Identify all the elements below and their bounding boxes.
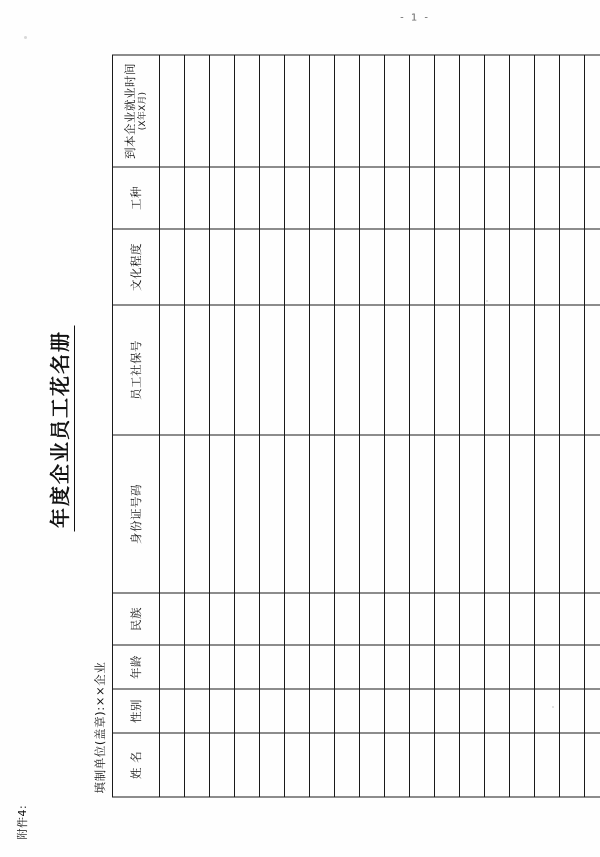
table-header-row xyxy=(113,55,160,797)
table-row xyxy=(235,55,260,797)
table-cell[interactable] xyxy=(510,733,535,797)
table-cell[interactable] xyxy=(335,55,360,167)
table-cell[interactable] xyxy=(560,435,585,593)
table-cell[interactable] xyxy=(360,733,385,797)
table-cell[interactable] xyxy=(510,229,535,305)
column-header-3 xyxy=(113,645,160,689)
table-cell[interactable] xyxy=(310,733,335,797)
table-cell[interactable] xyxy=(285,689,310,733)
table-cell[interactable] xyxy=(310,305,335,435)
table-cell[interactable] xyxy=(185,733,210,797)
table-cell[interactable] xyxy=(335,435,360,593)
table-cell[interactable] xyxy=(160,305,185,435)
table-cell[interactable] xyxy=(285,645,310,689)
table-cell[interactable] xyxy=(185,229,210,305)
table-row xyxy=(160,55,185,797)
table-cell[interactable] xyxy=(260,733,285,797)
table-cell[interactable] xyxy=(360,167,385,229)
table-cell[interactable] xyxy=(285,733,310,797)
table-cell[interactable] xyxy=(535,167,560,229)
table-cell[interactable] xyxy=(210,435,235,593)
table-cell[interactable] xyxy=(360,435,385,593)
column-header-label: 员工社保号 xyxy=(128,339,143,400)
table-cell[interactable] xyxy=(260,55,285,167)
column-header-8 xyxy=(113,167,160,229)
table-cell[interactable] xyxy=(160,689,185,733)
table-row xyxy=(210,55,235,797)
table-cell[interactable] xyxy=(235,733,260,797)
table-row xyxy=(185,55,210,797)
table-cell[interactable] xyxy=(485,55,510,167)
table-cell[interactable] xyxy=(260,305,285,435)
table-row xyxy=(285,55,310,797)
table-cell[interactable] xyxy=(560,305,585,435)
table-cell[interactable] xyxy=(185,435,210,593)
table-cell[interactable] xyxy=(235,167,260,229)
table-row xyxy=(585,55,600,797)
table-cell[interactable] xyxy=(335,305,360,435)
table-cell[interactable] xyxy=(160,229,185,305)
table-cell[interactable] xyxy=(510,689,535,733)
table-cell[interactable] xyxy=(535,435,560,593)
table-cell[interactable] xyxy=(535,55,560,167)
table-cell[interactable] xyxy=(435,593,460,645)
table-cell[interactable] xyxy=(485,435,510,593)
table-cell[interactable] xyxy=(485,733,510,797)
table-cell[interactable] xyxy=(460,305,485,435)
table-cell[interactable] xyxy=(335,645,360,689)
table-cell[interactable] xyxy=(210,593,235,645)
table-cell[interactable] xyxy=(335,733,360,797)
table-cell[interactable] xyxy=(285,305,310,435)
column-header-1 xyxy=(113,733,160,797)
table-cell[interactable] xyxy=(235,593,260,645)
table-cell[interactable] xyxy=(435,305,460,435)
table-cell[interactable] xyxy=(385,645,410,689)
table-cell[interactable] xyxy=(210,229,235,305)
table-cell[interactable] xyxy=(535,645,560,689)
column-header-label: 文化程度 xyxy=(128,242,143,291)
column-header-4 xyxy=(113,593,160,645)
table-cell[interactable] xyxy=(210,167,235,229)
table-cell[interactable] xyxy=(385,305,410,435)
table-cell[interactable] xyxy=(310,689,335,733)
table-row xyxy=(385,55,410,797)
table-cell[interactable] xyxy=(360,55,385,167)
table-cell[interactable] xyxy=(560,733,585,797)
table-row xyxy=(260,55,285,797)
table-cell[interactable] xyxy=(160,645,185,689)
table-cell[interactable] xyxy=(585,645,600,689)
table-cell[interactable] xyxy=(310,55,335,167)
table-row xyxy=(310,55,335,797)
table-cell[interactable] xyxy=(160,435,185,593)
table-cell[interactable] xyxy=(435,645,460,689)
table-cell[interactable] xyxy=(460,645,485,689)
table-cell[interactable] xyxy=(435,689,460,733)
column-header-label: 姓 名 xyxy=(128,750,143,779)
table-cell[interactable] xyxy=(560,229,585,305)
table-cell[interactable] xyxy=(235,689,260,733)
table-cell[interactable] xyxy=(260,167,285,229)
table-cell[interactable] xyxy=(460,733,485,797)
column-header-9 xyxy=(113,55,160,167)
table-cell[interactable] xyxy=(185,305,210,435)
table-cell[interactable] xyxy=(410,689,435,733)
table-cell[interactable] xyxy=(410,645,435,689)
table-cell[interactable] xyxy=(285,435,310,593)
table-row xyxy=(460,55,485,797)
page-number-marks: - 1 - xyxy=(400,12,430,23)
table-cell[interactable] xyxy=(185,689,210,733)
table-cell[interactable] xyxy=(385,733,410,797)
column-header-label: 年龄 xyxy=(128,654,143,679)
table-cell[interactable] xyxy=(510,305,535,435)
table-cell[interactable] xyxy=(260,435,285,593)
table-cell[interactable] xyxy=(410,593,435,645)
table-cell[interactable] xyxy=(435,55,460,167)
table-cell[interactable] xyxy=(535,593,560,645)
table-cell[interactable] xyxy=(535,733,560,797)
table-cell[interactable] xyxy=(510,167,535,229)
employee-roster-table xyxy=(112,54,600,797)
table-row xyxy=(560,55,585,797)
table-cell[interactable] xyxy=(310,435,335,593)
table-cell[interactable] xyxy=(560,689,585,733)
table-cell[interactable] xyxy=(460,689,485,733)
table-cell[interactable] xyxy=(410,229,435,305)
table-cell[interactable] xyxy=(485,229,510,305)
table-cell[interactable] xyxy=(460,167,485,229)
table-cell[interactable] xyxy=(310,645,335,689)
table-cell[interactable] xyxy=(235,305,260,435)
table-cell[interactable] xyxy=(235,55,260,167)
table-cell[interactable] xyxy=(310,229,335,305)
table-cell[interactable] xyxy=(560,645,585,689)
table-row xyxy=(335,55,360,797)
table-cell[interactable] xyxy=(235,229,260,305)
table-cell[interactable] xyxy=(360,689,385,733)
table-cell[interactable] xyxy=(385,229,410,305)
table-cell[interactable] xyxy=(335,167,360,229)
table-cell[interactable] xyxy=(235,645,260,689)
table-cell[interactable] xyxy=(485,689,510,733)
table-cell[interactable] xyxy=(485,167,510,229)
table-cell[interactable] xyxy=(385,593,410,645)
table-cell[interactable] xyxy=(410,733,435,797)
table-cell[interactable] xyxy=(585,305,600,435)
table-cell[interactable] xyxy=(460,229,485,305)
table-cell[interactable] xyxy=(485,593,510,645)
column-header-5 xyxy=(113,435,160,593)
table-cell[interactable] xyxy=(410,305,435,435)
table-cell[interactable] xyxy=(585,593,600,645)
table-cell[interactable] xyxy=(160,593,185,645)
table-cell[interactable] xyxy=(210,689,235,733)
table-cell[interactable] xyxy=(160,55,185,167)
table-cell[interactable] xyxy=(260,689,285,733)
table-cell[interactable] xyxy=(385,167,410,229)
table-cell[interactable] xyxy=(585,229,600,305)
table-cell[interactable] xyxy=(510,593,535,645)
column-header-label: 到本企业就业时间 xyxy=(123,62,138,159)
column-header-7 xyxy=(113,229,160,305)
table-cell[interactable] xyxy=(460,593,485,645)
table-cell[interactable] xyxy=(260,229,285,305)
table-cell[interactable] xyxy=(510,645,535,689)
table-row xyxy=(510,55,535,797)
table-cell[interactable] xyxy=(210,305,235,435)
table-cell[interactable] xyxy=(210,645,235,689)
table-cell[interactable] xyxy=(510,55,535,167)
table-cell[interactable] xyxy=(560,167,585,229)
table-cell[interactable] xyxy=(160,167,185,229)
column-header-sublabel: (X年X月) xyxy=(137,91,148,130)
table-cell[interactable] xyxy=(585,689,600,733)
table-cell[interactable] xyxy=(410,167,435,229)
table-cell[interactable] xyxy=(310,167,335,229)
table-cell[interactable] xyxy=(485,645,510,689)
table-cell[interactable] xyxy=(585,55,600,167)
table-cell[interactable] xyxy=(535,305,560,435)
table-cell[interactable] xyxy=(335,229,360,305)
table-row xyxy=(485,55,510,797)
table-cell[interactable] xyxy=(260,645,285,689)
table-cell[interactable] xyxy=(485,305,510,435)
column-header-label: 身份证号码 xyxy=(128,483,143,544)
table-cell[interactable] xyxy=(535,229,560,305)
table-cell[interactable] xyxy=(385,689,410,733)
table-cell[interactable] xyxy=(210,55,235,167)
table-cell[interactable] xyxy=(285,593,310,645)
table-cell[interactable] xyxy=(535,689,560,733)
table-cell[interactable] xyxy=(435,229,460,305)
table-cell[interactable] xyxy=(460,435,485,593)
table-cell[interactable] xyxy=(360,229,385,305)
table-cell[interactable] xyxy=(185,167,210,229)
column-header-label: 性别 xyxy=(128,698,143,723)
table-cell[interactable] xyxy=(585,167,600,229)
table-cell[interactable] xyxy=(360,305,385,435)
table-row xyxy=(535,55,560,797)
column-header-label: 工种 xyxy=(128,185,143,210)
table-cell[interactable] xyxy=(185,645,210,689)
table-cell[interactable] xyxy=(435,435,460,593)
table-cell[interactable] xyxy=(510,435,535,593)
table-cell[interactable] xyxy=(585,435,600,593)
table-cell[interactable] xyxy=(410,55,435,167)
table-cell[interactable] xyxy=(435,167,460,229)
table-row xyxy=(410,55,435,797)
fill-unit-label: 填制单位(盖章):××企业 xyxy=(93,661,107,793)
table-cell[interactable] xyxy=(435,733,460,797)
column-header-label: 民族 xyxy=(128,606,143,631)
table-cell[interactable] xyxy=(310,593,335,645)
table-row xyxy=(435,55,460,797)
table-cell[interactable] xyxy=(335,689,360,733)
table-cell[interactable] xyxy=(185,55,210,167)
table-cell[interactable] xyxy=(560,55,585,167)
table-cell[interactable] xyxy=(335,593,360,645)
page-title-text: 年度企业员工花名册 xyxy=(48,326,75,532)
table-cell[interactable] xyxy=(185,593,210,645)
table-row xyxy=(360,55,385,797)
table-cell[interactable] xyxy=(235,435,260,593)
table-cell[interactable] xyxy=(210,733,235,797)
table-cell[interactable] xyxy=(285,55,310,167)
table-cell[interactable] xyxy=(385,55,410,167)
table-cell[interactable] xyxy=(360,593,385,645)
table-cell[interactable] xyxy=(285,229,310,305)
table-cell[interactable] xyxy=(260,593,285,645)
table-cell[interactable] xyxy=(585,733,600,797)
table-cell[interactable] xyxy=(560,593,585,645)
table-cell[interactable] xyxy=(160,733,185,797)
table-cell[interactable] xyxy=(385,435,410,593)
page-title xyxy=(44,0,73,857)
table-cell[interactable] xyxy=(285,167,310,229)
table-cell[interactable] xyxy=(460,55,485,167)
table-cell[interactable] xyxy=(410,435,435,593)
column-header-2 xyxy=(113,689,160,733)
column-header-6 xyxy=(113,305,160,435)
table-cell[interactable] xyxy=(360,645,385,689)
attachment-label: 附件4: xyxy=(16,804,29,839)
